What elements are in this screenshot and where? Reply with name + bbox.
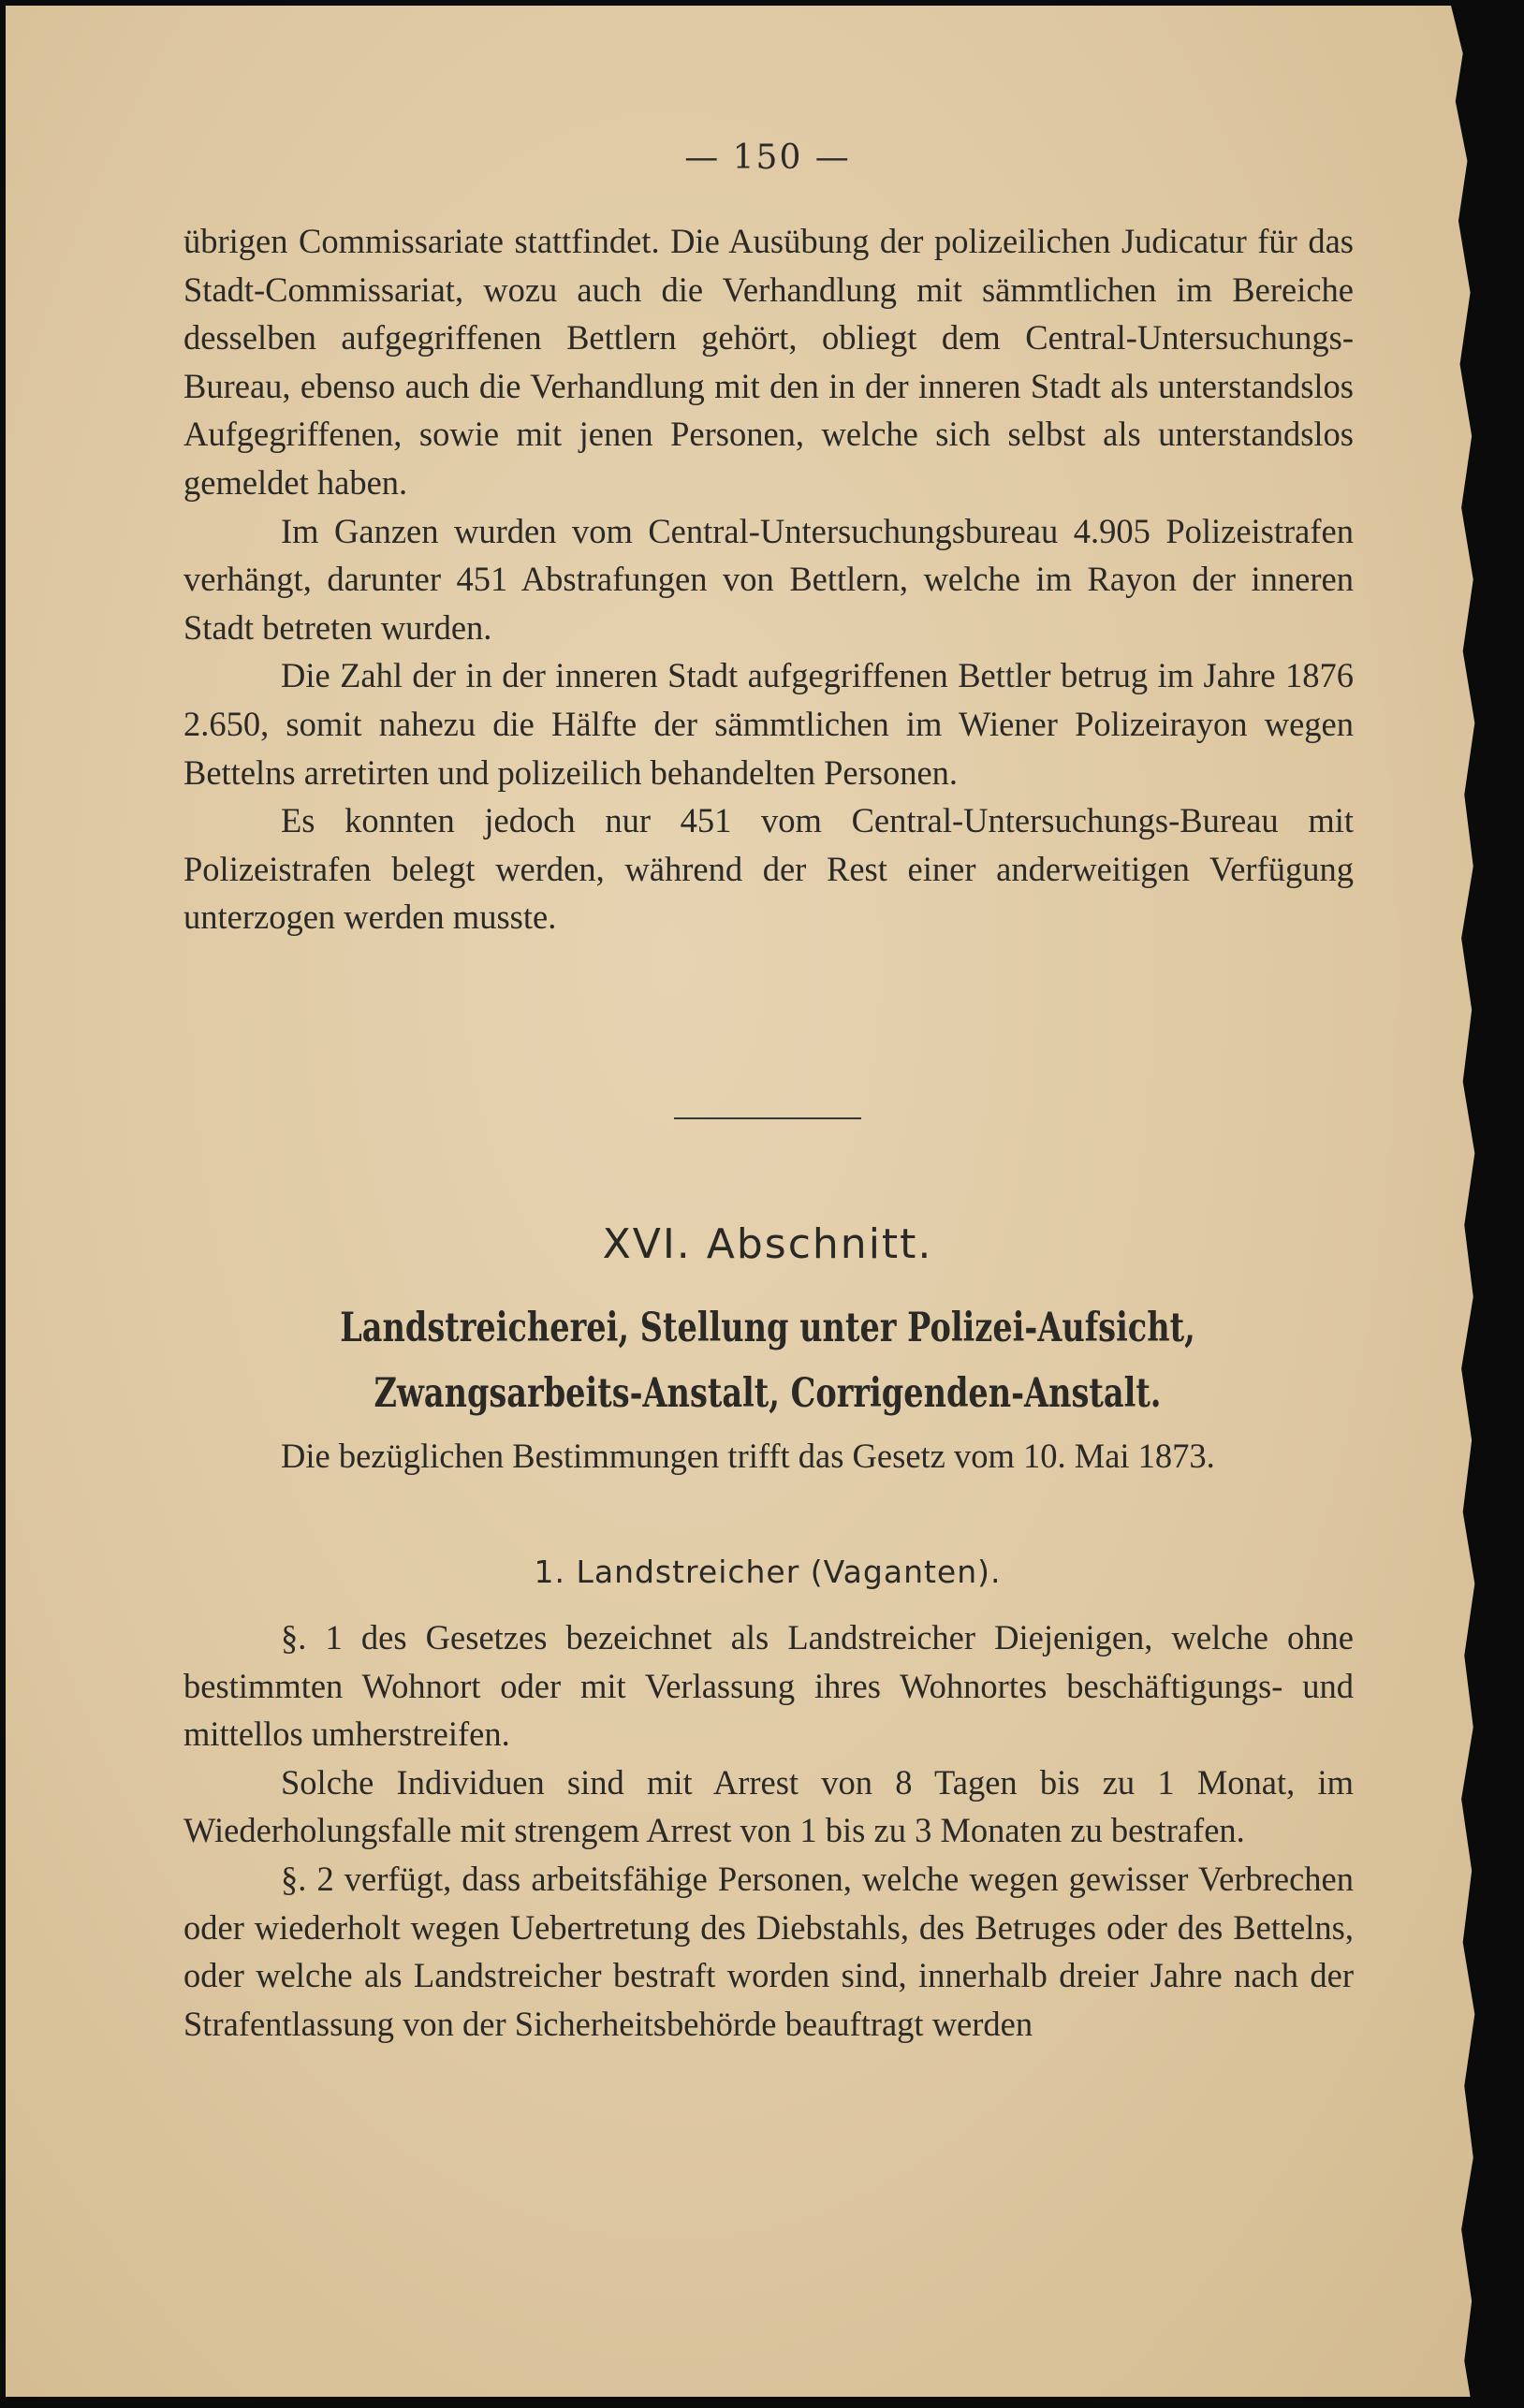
paragraph: Solche Individuen sind mit Arrest von 8 Tagen bis zu 1 Monat, im Wiederholungsfalle mit strengem Arrest von 1 bis zu 3 Monaten zu bestrafen. (183, 1762, 1354, 1850)
intro-paragraph: Die bezüglichen Bestimmungen trifft das Gesetz vom 10. Mai 1873. (281, 1437, 1215, 1475)
paragraph: Es konnten jedoch nur 451 vom Central-Untersuchungs-Bureau mit Polizeistrafen belegt werden, während der Rest einer anderweitigen Verfügung unterzogen werden musste. (183, 801, 1354, 937)
paragraph: Im Ganzen wurden vom Central-Untersuchungsbureau 4.905 Polizeistrafen verhängt, darunter 451 Abstrafungen von Bettlern, welche im Rayon der inneren Stadt betreten wurden. (183, 511, 1354, 647)
body-block-top (183, 217, 1354, 941)
section-heading: XVI. Abschnitt. (602, 1220, 933, 1268)
paragraph: übrigen Commissariate stattfindet. Die Ausübung der polizeilichen Judicatur für das Stadt-Commissariat, wozu auch die Verhandlung mit sämmtlichen im Bereiche desselben aufgegriffenen Bettlern gehört, obliegt dem Central-Untersuchungs-Bureau, ebenso auch die Verhandlung mit den in der inneren Stadt als unterstandslos Aufgegriffenen, sowie mit jenen Personen, welche sich selbst als unterstandslos gemeldet haben. (183, 222, 1354, 502)
paragraph: §. 1 des Gesetzes bezeichnet als Landstreicher Diejenigen, welche ohne bestimmten Wohnort oder mit Verlassung ihres Wohnortes beschäftigungs- und mittellos umherstreifen. (183, 1618, 1354, 1754)
subheading: 1. Landstreicher (Vaganten). (534, 1554, 1002, 1590)
page-number: — 150 — (684, 139, 851, 177)
paragraph: Die Zahl der in der inneren Stadt aufgegriffenen Bettler betrug im Jahre 1876 2.650, somit nahezu die Hälfte der sämmtlichen im Wiener Polizeirayon wegen Bettelns arretirten und polizeilich behandelten Personen. (183, 656, 1354, 792)
divider-rule (674, 1117, 861, 1119)
intro-block (183, 1432, 1354, 1481)
body-block-bottom (183, 1613, 1354, 2048)
paragraph: §. 2 verfügt, dass arbeitsfähige Personen, welche wegen gewisser Verbrechen oder wiederholt wegen Uebertretung des Diebstahls, des Betruges oder des Bettelns, oder welche als Landstreicher bestraft worden sind, innerhalb dreier Jahre nach der Strafentlassung von der Sicherheitsbehörde beauftragt werden (183, 1859, 1354, 2043)
chapter-title: Landstreicherei, Stellung unter Polizei-Aufsicht, Zwangsarbeits-Anstalt, Corrigenden-Anstalt. (340, 1305, 1195, 1417)
